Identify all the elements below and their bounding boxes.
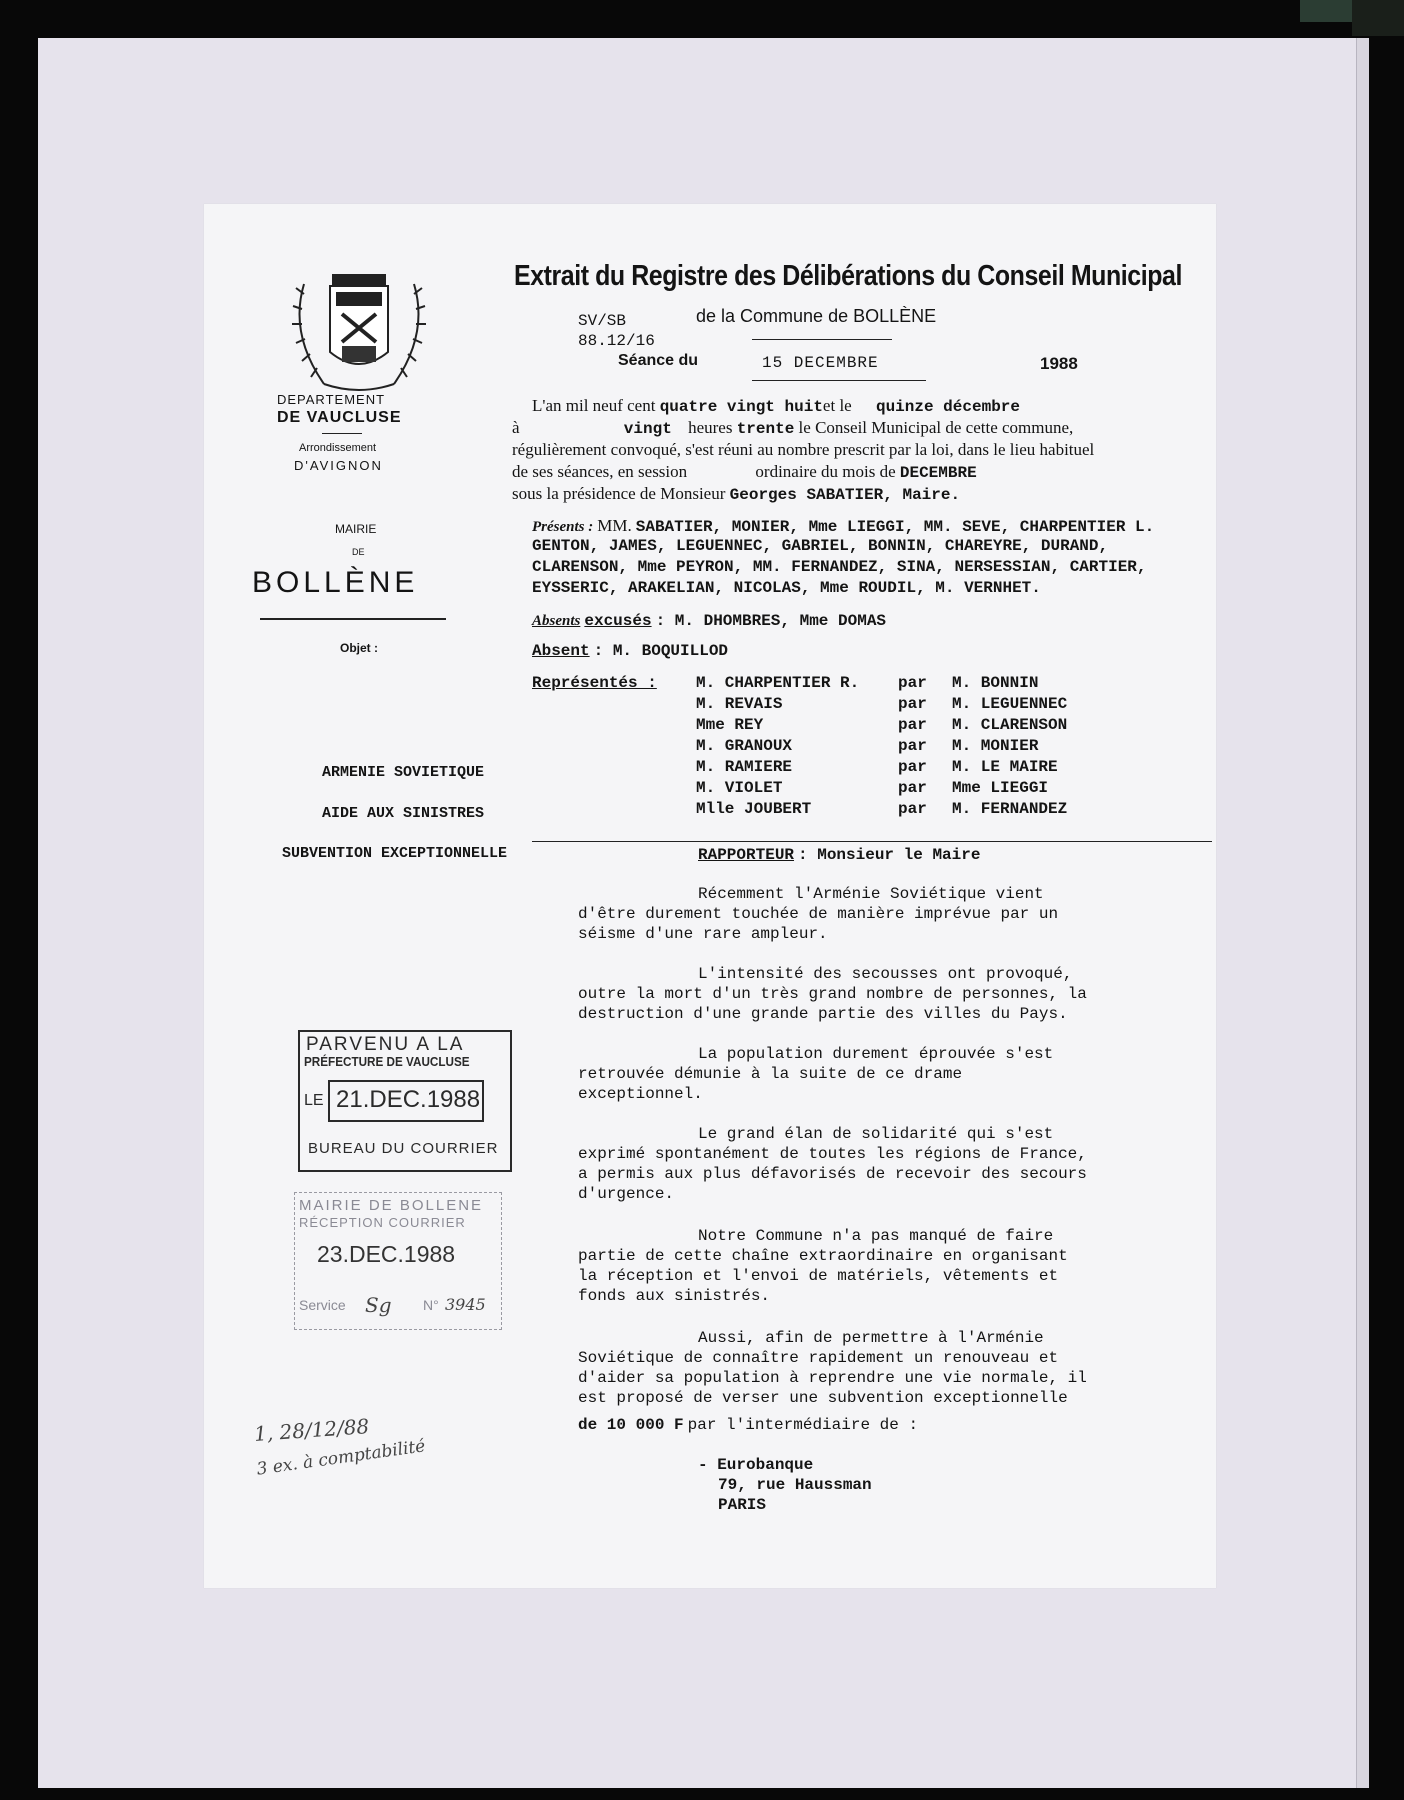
stamp-service-label: Service — [299, 1297, 346, 1313]
presents-mm: MM. — [597, 516, 632, 535]
representes-label: Représentés : — [532, 674, 657, 692]
stamp-date: 23.DEC.1988 — [317, 1241, 456, 1267]
body-line: d'urgence. — [578, 1185, 675, 1203]
body-line: d'aider sa population à reprendre une vie normale, il — [578, 1369, 1087, 1387]
body-line: Soviétique de connaître rapidement un renouveau et — [578, 1349, 1059, 1367]
absents-names: : M. DHOMBRES, Mme DOMAS — [655, 612, 887, 630]
body-line: retrouvée démunie à la suite de ce drame — [578, 1065, 963, 1083]
represented-par: par — [898, 716, 927, 734]
deliberation-sheet — [204, 204, 1216, 1588]
arrondissement-label: Arrondissement — [299, 442, 377, 454]
represented-par: par — [898, 779, 927, 797]
divider — [752, 380, 926, 381]
department-label: DEPARTEMENT — [277, 392, 386, 407]
body-line: Notre Commune n'a pas manqué de faire — [698, 1227, 1054, 1245]
handwritten-note-line-2: 3 ex. à comptabilité — [255, 1436, 427, 1480]
body-line: fonds aux sinistrés. — [578, 1287, 771, 1305]
bank-name: - Eurobanque — [698, 1456, 814, 1474]
stamp-line-2: PRÉFECTURE DE VAUCLUSE — [304, 1054, 470, 1069]
arrondissement-name: D'AVIGNON — [294, 458, 383, 473]
represented-member: Mme REY — [696, 716, 764, 734]
subject-line-2: AIDE AUX SINISTRES — [322, 805, 485, 822]
body-line: L'intensité des secousses ont provoqué, — [698, 965, 1073, 983]
body-line: partie de cette chaîne extraordinaire en organisant — [578, 1247, 1068, 1265]
intro-year-words: quatre vingt huit — [659, 398, 823, 416]
document-subtitle: de la Commune de BOLLÈNE — [696, 306, 937, 326]
represented-par: par — [898, 674, 927, 692]
intro-text: et le — [822, 396, 852, 415]
body-line: d'être durement touchée de manière imprévue par un — [578, 905, 1059, 923]
intro-president: Georges SABATIER, Maire. — [729, 486, 961, 504]
body-line: exceptionnel. — [578, 1085, 703, 1103]
presents-line-1 — [532, 516, 1154, 536]
represented-proxy: M. BONNIN — [952, 674, 1039, 692]
stamp-number-value: 3945 — [445, 1295, 486, 1314]
section-divider — [532, 841, 1212, 842]
represented-par: par — [898, 695, 927, 713]
represented-proxy: M. FERNANDEZ — [952, 800, 1068, 818]
objet-label: Objet : — [340, 641, 378, 655]
body-text: par l'intermédiaire de : — [687, 1416, 919, 1434]
reference-number: 88.12/16 — [578, 332, 655, 350]
body-line: exprimé spontanément de toutes les régions de France, — [578, 1145, 1087, 1163]
seance-label: Séance du — [618, 352, 699, 369]
seance-date: 15 DECEMBRE — [762, 354, 879, 372]
represented-member: M. CHARPENTIER R. — [696, 674, 860, 692]
intro-text: de ses séances, en session — [512, 462, 688, 481]
body-line: la réception et l'envoi de matériels, vêtements et — [578, 1267, 1059, 1285]
page-corner — [1352, 0, 1404, 36]
represented-par: par — [898, 737, 927, 755]
body-amount-line — [578, 1416, 918, 1434]
represented-proxy: M. MONIER — [952, 737, 1039, 755]
represented-member: M. REVAIS — [696, 695, 783, 713]
stamp-service-value: Sg — [365, 1293, 392, 1317]
rapporteur-line — [698, 846, 980, 864]
stamp-line-1: PARVENU A LA — [306, 1034, 465, 1055]
represented-proxy: M. LE MAIRE — [952, 758, 1058, 776]
intro-hour: vingt — [623, 420, 672, 438]
body-line: séisme d'une rare ampleur. — [578, 925, 828, 943]
intro-text: sous la présidence de Monsieur — [512, 484, 726, 503]
intro-line-1 — [532, 396, 1020, 416]
represented-proxy: Mme LIEGGI — [952, 779, 1049, 797]
reference-initials: SV/SB — [578, 312, 627, 330]
represented-member: M. GRANOUX — [696, 737, 793, 755]
stamp-line-3: BUREAU DU COURRIER — [308, 1140, 499, 1157]
represented-par: par — [898, 758, 927, 776]
document-title: Extrait du Registre des Délibérations du Conseil Municipal — [514, 260, 1182, 292]
coat-of-arms-icon — [284, 264, 434, 404]
represented-member: M. RAMIERE — [696, 758, 793, 776]
rapporteur-name: : Monsieur le Maire — [798, 846, 981, 864]
stamp-le: LE — [304, 1092, 324, 1109]
rapporteur-label: RAPPORTEUR — [698, 846, 795, 864]
presents-line-3: CLARENSON, Mme PEYRON, MM. FERNANDEZ, SINA, NERSESSIAN, CARTIER, — [532, 558, 1147, 576]
absents-excuses — [532, 612, 886, 630]
body-line: Récemment l'Arménie Soviétique vient — [698, 885, 1044, 903]
absent-label: Absent — [532, 642, 590, 660]
bank-city: PARIS — [718, 1496, 767, 1514]
presents-names: SABATIER, MONIER, Mme LIEGGI, MM. SEVE, CHARPENTIER L. — [635, 518, 1155, 536]
absent-line — [532, 642, 728, 660]
absents-label: excusés — [584, 612, 652, 630]
presents-line-4: EYSSERIC, ARAKELIAN, NICOLAS, Mme ROUDIL, M. VERNHET. — [532, 579, 1041, 597]
page-edge — [1356, 38, 1369, 1788]
stamp-line-1: MAIRIE DE BOLLENE — [299, 1197, 484, 1214]
mairie-reception-stamp — [294, 1192, 502, 1330]
presents-label: Présents : — [532, 519, 594, 535]
body-line: Le grand élan de solidarité qui s'est — [698, 1125, 1054, 1143]
body-line: destruction d'une grande partie des villes du Pays. — [578, 1005, 1068, 1023]
mairie-label: MAIRIE — [335, 522, 377, 536]
stamp-line-2: RÉCEPTION COURRIER — [299, 1215, 466, 1230]
represented-par: par — [898, 800, 927, 818]
bank-address: 79, rue Haussman — [718, 1476, 872, 1494]
represented-member: Mlle JOUBERT — [696, 800, 812, 818]
intro-text: le Conseil Municipal de cette commune, — [798, 418, 1074, 437]
subject-line-1: ARMENIE SOVIETIQUE — [322, 764, 485, 781]
department-name: DE VAUCLUSE — [277, 409, 402, 426]
intro-minutes: trente — [736, 420, 795, 438]
subsidy-amount: de 10 000 F — [578, 1416, 684, 1434]
intro-text: heures — [688, 418, 733, 437]
stamp-date: 21.DEC.1988 — [336, 1086, 481, 1113]
presents-line-2: GENTON, JAMES, LEGUENNEC, GABRIEL, BONNIN, CHAREYRE, DURAND, — [532, 537, 1109, 555]
intro-line-5 — [512, 484, 960, 504]
prefecture-stamp — [298, 1030, 512, 1172]
body-line: Aussi, afin de permettre à l'Arménie — [698, 1329, 1044, 1347]
intro-line-4 — [512, 462, 977, 482]
intro-day: quinze décembre — [875, 398, 1020, 416]
town-name: BOLLÈNE — [252, 566, 419, 599]
body-line: a permis aux plus défavorisés de recevoir des secours — [578, 1165, 1087, 1183]
stamp-number-label: N° — [423, 1297, 439, 1313]
divider — [322, 433, 362, 434]
intro-text: ordinaire du mois de — [755, 462, 896, 481]
body-line: est proposé de verser une subvention exceptionnelle — [578, 1389, 1068, 1407]
body-line: outre la mort d'un très grand nombre de personnes, la — [578, 985, 1087, 1003]
intro-text: à — [512, 418, 520, 437]
represented-member: M. VIOLET — [696, 779, 783, 797]
mairie-de: DE — [352, 547, 365, 557]
town-underline — [260, 618, 446, 620]
absent-name: : M. BOQUILLOD — [593, 642, 729, 660]
intro-line-2 — [512, 418, 1073, 438]
divider — [752, 339, 892, 340]
handwritten-note-line-1: 1, 28/12/88 — [253, 1414, 370, 1446]
represented-proxy: M. LEGUENNEC — [952, 695, 1068, 713]
seance-year: 1988 — [1040, 354, 1078, 373]
intro-text: L'an mil neuf cent — [532, 396, 656, 415]
represented-proxy: M. CLARENSON — [952, 716, 1068, 734]
subject-line-3: SUBVENTION EXCEPTIONNELLE — [282, 845, 508, 862]
body-line: La population durement éprouvée s'est — [698, 1045, 1054, 1063]
absents-label: Absents — [532, 613, 581, 629]
intro-line-3: régulièrement convoqué, s'est réuni au nombre prescrit par la loi, dans le lieu habituel — [512, 440, 1095, 459]
intro-month: DECEMBRE — [899, 464, 977, 482]
